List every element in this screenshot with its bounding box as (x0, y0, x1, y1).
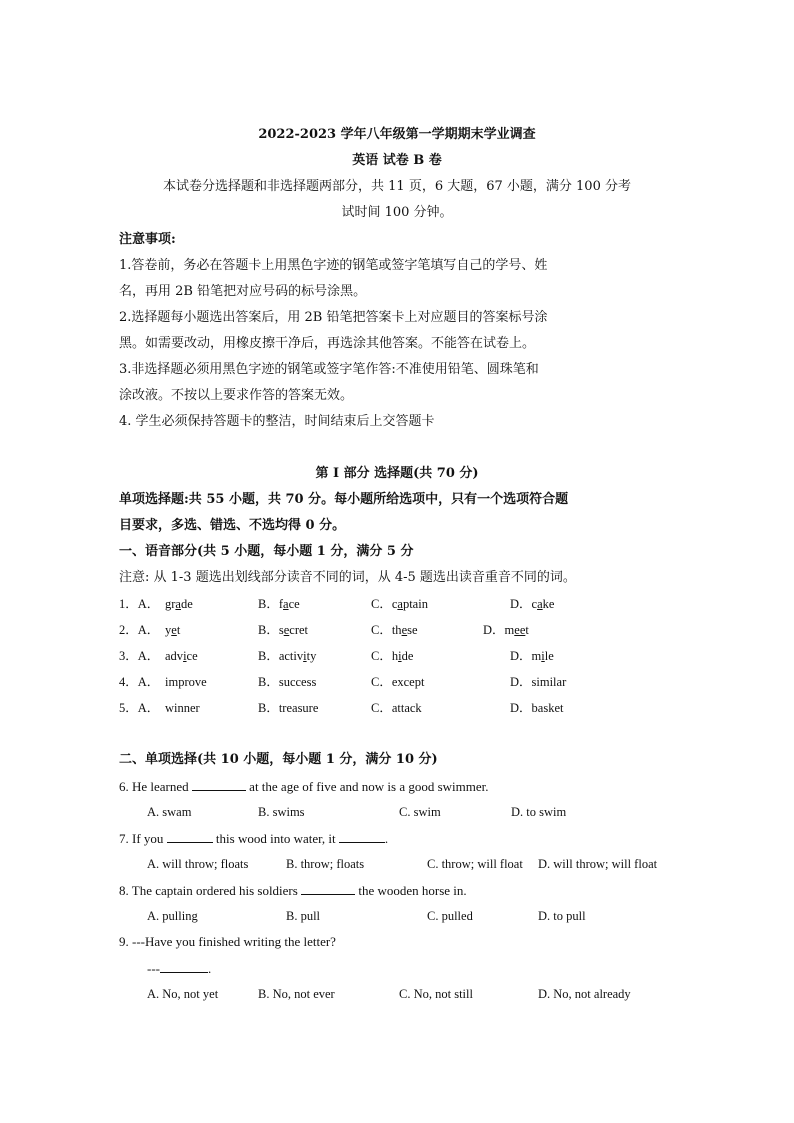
option-a: A. pulling (147, 909, 198, 923)
option-a: advice (165, 649, 198, 663)
option-b: B．success (258, 675, 317, 689)
option-b: B．activity (258, 649, 317, 663)
option-a: yet (165, 623, 181, 637)
section1-note: 注意: 从 1-3 题选出划线部分读音不同的词，从 4-5 题选出读音重音不同的词。 (119, 570, 576, 585)
answer-blank (301, 882, 355, 895)
option-a: improve (165, 675, 207, 689)
option-a: winner (165, 701, 200, 715)
notice-line: 4. 学生必须保持答题卡的整洁，时间结束后上交答题卡 (119, 414, 435, 429)
option-c: C. pulled (427, 909, 473, 923)
option-c: C．these (371, 623, 418, 637)
option-a: grade (165, 597, 193, 611)
option-c: C. swim (399, 805, 441, 819)
notice-line: 1.答卷前，务必在答题卡上用黑色字迹的钢笔或签字笔填写自己的学号、姓 (119, 258, 548, 273)
question-number: 5．A． (119, 701, 160, 715)
option-b: B. pull (286, 909, 321, 923)
option-d: D. No, not already (538, 987, 631, 1001)
answer-blank (339, 830, 385, 843)
option-d: D．meet (483, 623, 529, 637)
option-d: D．cake (510, 597, 555, 611)
exam-subtitle: 英语 试卷 B 卷 (352, 153, 442, 168)
option-b: B．secret (258, 623, 308, 637)
option-a: A. will throw; floats (147, 857, 249, 871)
option-b: B．treasure (258, 701, 319, 715)
option-d: D. to pull (538, 909, 586, 923)
question-6: 6. He learned at the age of five and now is a good swimmer. (119, 779, 489, 794)
option-d: D．mile (510, 649, 554, 663)
option-c: C．captain (371, 597, 428, 611)
option-d: D．similar (510, 675, 567, 689)
section1-heading: 一、语音部分(共 5 小题，每小题 1 分，满分 5 分 (119, 544, 414, 559)
option-c: C．except (371, 675, 425, 689)
intro-line-2: 试时间 100 分钟。 (341, 205, 453, 220)
notice-line: 名，再用 2B 铅笔把对应号码的标号涂黑。 (119, 284, 367, 299)
option-d: D．basket (510, 701, 564, 715)
notice-line: 2.选择题每小题选出答案后，用 2B 铅笔把答案卡上对应题目的答案标号涂 (119, 310, 548, 325)
section2-heading: 二、单项选择(共 10 小题，每小题 1 分，满分 10 分) (119, 752, 438, 767)
option-c: C. No, not still (399, 987, 473, 1001)
part1-instruction-1: 单项选择题:共 55 小题，共 70 分。每小题所给选项中，只有一个选项符合题 (119, 492, 569, 507)
option-d: D. to swim (511, 805, 567, 819)
option-a: A. No, not yet (147, 987, 219, 1001)
question-number: 1．A． (119, 597, 160, 611)
intro-line-1: 本试卷分选择题和非选择题两部分，共 11 页，6 大题，67 小题，满分 100 分考 (163, 179, 631, 194)
option-b: B. throw; floats (286, 857, 365, 871)
notice-line: 3.非选择题必须用黑色字迹的钢笔或签字笔作答:不准使用铅笔、圆珠笔和 (119, 362, 539, 377)
answer-blank (192, 778, 246, 791)
option-d: D. will throw; will float (538, 857, 658, 871)
option-a: A. swam (147, 805, 192, 819)
question-number: 2．A． (119, 623, 160, 637)
option-c: C. throw; will float (427, 857, 523, 871)
answer-blank (167, 830, 213, 843)
option-b: B. swims (258, 805, 305, 819)
question-9: 9. ---Have you finished writing the letter? (119, 934, 336, 949)
part1-instruction-2: 目要求，多选、错选、不选均得 0 分。 (119, 518, 346, 533)
question-number: 4．A． (119, 675, 160, 689)
question-7: 7. If you this wood into water, it . (119, 831, 389, 846)
notice-line: 黑。如需要改动，用橡皮擦干净后，再选涂其他答案。不能答在试卷上。 (119, 336, 536, 351)
notice-heading: 注意事项: (119, 232, 176, 247)
option-c: C．hide (371, 649, 414, 663)
notice-line: 涂改液。不按以上要求作答的答案无效。 (119, 388, 354, 403)
answer-blank (160, 960, 208, 973)
option-b: B．face (258, 597, 300, 611)
exam-title: 2022-2023 学年八年级第一学期期末学业调查 (258, 127, 536, 142)
option-c: C．attack (371, 701, 422, 715)
part1-heading: 第 I 部分 选择题(共 70 分) (315, 466, 479, 481)
question-number: 3．A． (119, 649, 160, 663)
question-8: 8. The captain ordered his soldiers the wooden horse in. (119, 883, 467, 898)
question-9-reply: --- . (147, 961, 212, 976)
option-b: B. No, not ever (258, 987, 335, 1001)
